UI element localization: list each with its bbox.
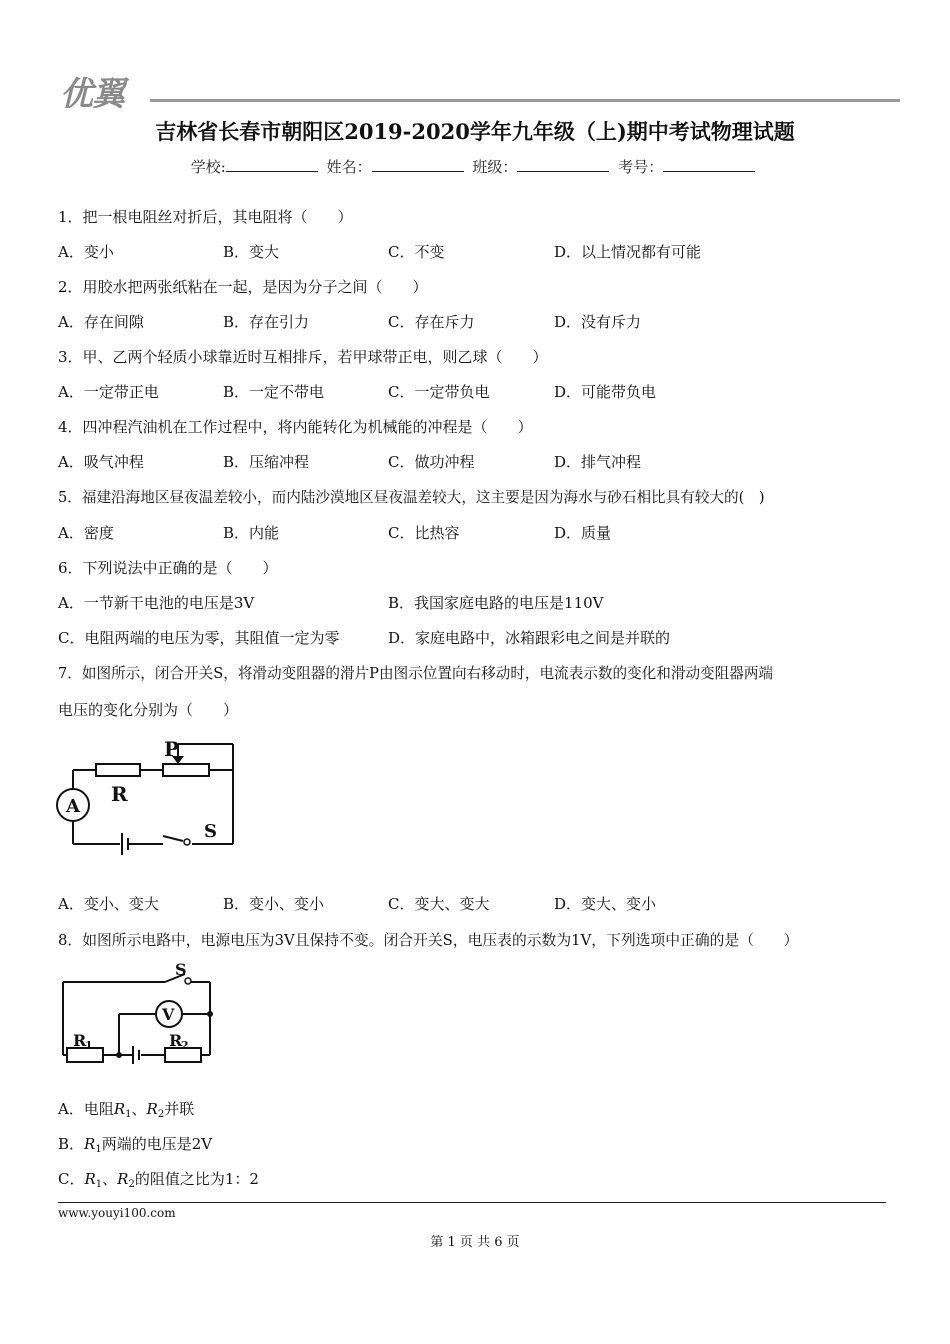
- q2-option-b: B．存在引力: [223, 313, 310, 331]
- class-label: 班级：: [472, 158, 518, 176]
- school-label: 学校:: [190, 158, 226, 176]
- q4-option-a: A．吸气冲程: [58, 453, 144, 471]
- question-2-stem: 2．用胶水把两张纸粘在一起，是因为分子之间（ ）: [58, 278, 428, 296]
- question-6-stem: 6．下列说法中正确的是（ ）: [58, 559, 278, 577]
- q5-option-a: A．密度: [58, 524, 114, 542]
- q8-c-r1-sub: 1: [95, 1179, 103, 1190]
- q7-option-b: B．变小、变小: [223, 895, 325, 913]
- q8-voltmeter-label: V: [162, 1005, 175, 1024]
- q3-option-a: A．一定带正电: [58, 383, 159, 401]
- page-number: 第 1 页 共 6 页: [430, 1235, 520, 1250]
- q8-label-r2-sub: 2: [181, 1039, 189, 1052]
- q8-a-r1: R: [113, 1100, 126, 1118]
- q8-a-suffix: 并联: [164, 1100, 195, 1118]
- q8-label-s: S: [175, 960, 187, 979]
- header-rule: [150, 99, 900, 102]
- question-7-stem-continued: 电压的变化分别为（ ）: [58, 701, 239, 719]
- question-8-stem: 8．如图所示电路中，电源电压为3V且保持不变。闭合开关S，电压表的示数为1V，下列选项中正确的是（ ）: [58, 932, 799, 949]
- q8-c-suffix: 的阻值之比为1：2: [134, 1170, 259, 1188]
- q8-label-r1-sub: 1: [85, 1039, 93, 1052]
- q6-option-c: C．电阻两端的电压为零，其阻值一定为零: [58, 629, 340, 647]
- q7-label-s: S: [204, 821, 217, 842]
- q8-circuit-diagram: [55, 960, 225, 1070]
- q4-option-d: D．排气冲程: [554, 453, 642, 471]
- q8-option-c: [58, 1168, 259, 1190]
- question-1-stem: 1．把一根电阻丝对折后，其电阻将（ ）: [58, 208, 353, 226]
- student-info-line: [0, 156, 950, 177]
- q8-a-r2-sub: 2: [157, 1109, 165, 1120]
- q8-b-r1: R: [84, 1135, 96, 1153]
- exam-number-label: 考号：: [618, 158, 664, 176]
- q1-option-b: B．变大: [223, 243, 280, 261]
- school-blank[interactable]: [226, 157, 318, 172]
- question-4-stem: 4．四冲程汽油机在工作过程中，将内能转化为机械能的冲程是（ ）: [58, 418, 533, 436]
- q6-option-a: A．一节新干电池的电压是3V: [58, 594, 255, 612]
- q8-a-r2: R: [146, 1100, 158, 1118]
- footer-rule: [58, 1202, 886, 1203]
- q2-option-c: C．存在斥力: [388, 313, 475, 331]
- q4-option-b: B．压缩冲程: [223, 453, 310, 471]
- q8-c-sep: 、: [102, 1170, 118, 1188]
- q8-c-prefix: C．: [58, 1170, 85, 1188]
- q8-label-r1: R: [73, 1031, 87, 1050]
- q7-circuit-diagram: [50, 735, 250, 860]
- q8-a-sep: 、: [131, 1100, 147, 1118]
- q8-option-a: [58, 1098, 194, 1120]
- q2-option-d: D．没有斥力: [554, 313, 642, 331]
- q4-option-c: C．做功冲程: [388, 453, 475, 471]
- q7-option-d: D．变大、变小: [554, 895, 657, 913]
- q8-a-r1-sub: 1: [125, 1109, 132, 1120]
- q8-b-prefix: B．: [58, 1135, 85, 1153]
- question-3-stem: 3．甲、乙两个轻质小球靠近时互相排斥，若甲球带正电，则乙球（ ）: [58, 348, 548, 366]
- q7-ammeter-label: A: [66, 796, 80, 817]
- q3-option-b: B．一定不带电: [223, 383, 325, 401]
- q8-label-r2: R: [169, 1031, 183, 1050]
- q3-option-c: C．一定带负电: [388, 383, 490, 401]
- q8-c-r1: R: [84, 1170, 96, 1188]
- q8-b-r1-sub: 1: [95, 1144, 102, 1155]
- q7-option-c: C．变大、变大: [388, 895, 490, 913]
- footer-website[interactable]: www.youyi100.com: [58, 1206, 176, 1220]
- q1-option-c: C．不变: [388, 243, 445, 261]
- question-5-stem: 5．福建沿海地区昼夜温差较小，而内陆沙漠地区昼夜温差较大，这主要是因为海水与砂石相比具有较大的( ): [58, 489, 765, 506]
- question-7-stem: 7．如图所示，闭合开关S，将滑动变阻器的滑片P由图示位置向右移动时，电流表示数的变化和滑动变阻器两端: [58, 665, 774, 682]
- exam-number-blank[interactable]: [663, 157, 755, 172]
- q2-option-a: A．存在间隙: [58, 313, 144, 331]
- q8-c-r2: R: [117, 1170, 129, 1188]
- q7-label-p: P: [164, 737, 180, 761]
- q1-option-d: D．以上情况都有可能: [554, 243, 702, 261]
- q5-option-d: D．质量: [554, 524, 612, 542]
- q1-option-a: A．变小: [58, 243, 114, 261]
- name-blank[interactable]: [372, 157, 464, 172]
- q8-b-suffix: 两端的电压是2V: [101, 1135, 213, 1153]
- page-title: 吉林省长春市朝阳区2019-2020学年九年级（上)期中考试物理试题: [155, 119, 795, 144]
- q5-option-c: C．比热容: [388, 524, 460, 542]
- q6-option-d: D．家庭电路中，冰箱跟彩电之间是并联的: [388, 629, 671, 647]
- name-label: 姓名：: [326, 158, 372, 176]
- q8-a-prefix: A．电阻: [58, 1100, 114, 1118]
- q5-option-b: B．内能: [223, 524, 280, 542]
- youyi-logo: 优翼: [60, 74, 124, 113]
- q7-label-r: R: [111, 782, 128, 806]
- class-blank[interactable]: [517, 157, 609, 172]
- q7-option-a: A．变小、变大: [58, 895, 159, 913]
- q6-option-b: B．我国家庭电路的电压是110V: [388, 594, 604, 612]
- q3-option-d: D．可能带负电: [554, 383, 657, 401]
- q8-c-r2-sub: 2: [128, 1179, 135, 1190]
- q8-option-b: [58, 1133, 212, 1155]
